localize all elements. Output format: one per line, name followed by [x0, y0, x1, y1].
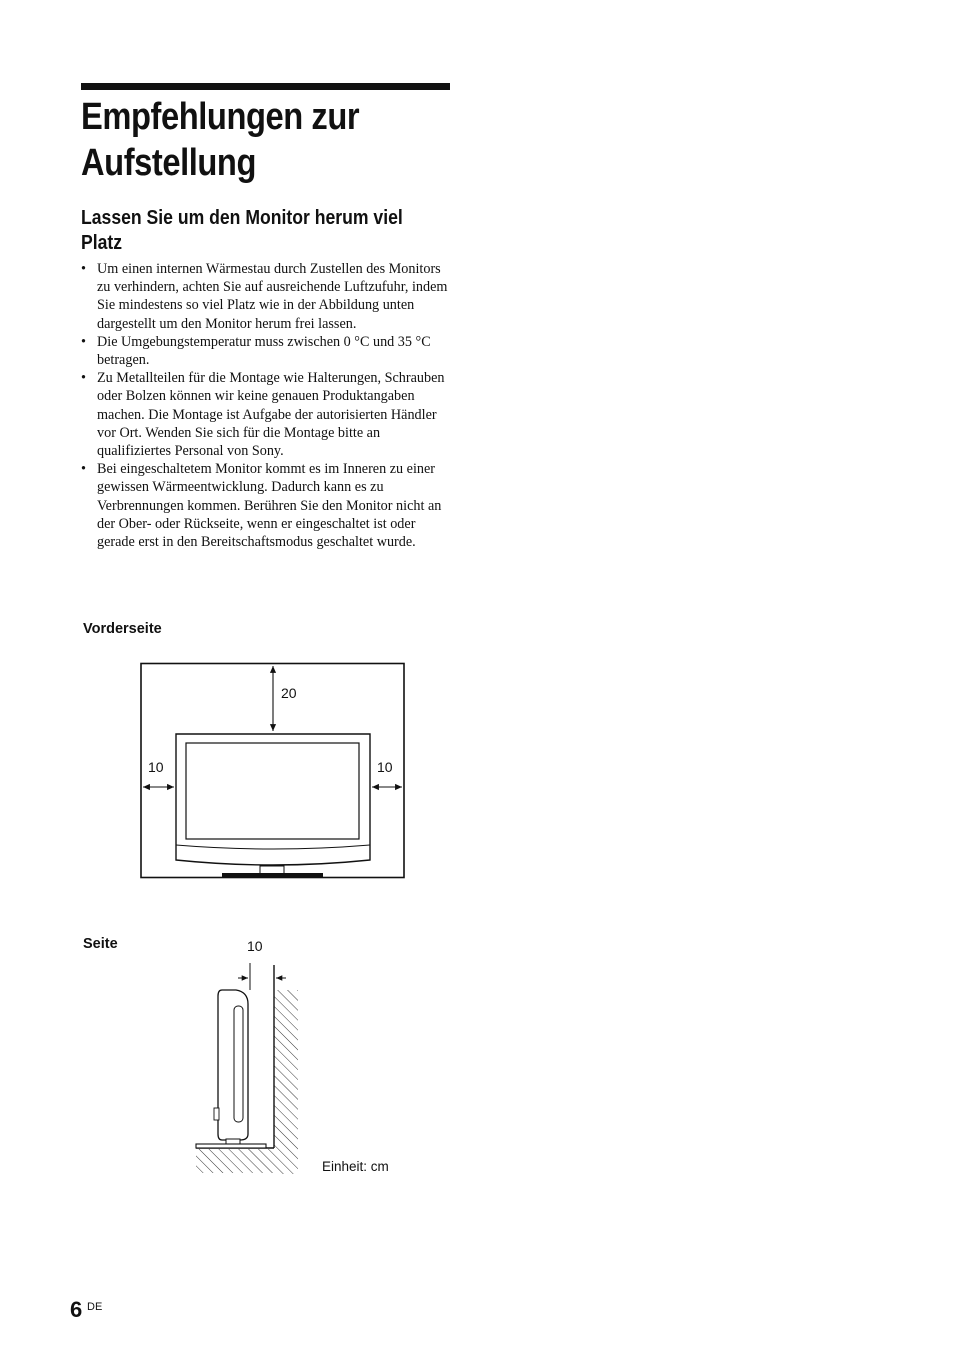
side-view-label: Seite — [83, 936, 118, 952]
bullet-marker: • — [81, 461, 86, 478]
top-clearance-value: 20 — [281, 685, 297, 701]
bullet-text: Bei eingeschaltetem Monitor kommt es im Inneren zu einer gewissen Wärmeentwicklung. Dadurch kann es zu Verbrennungen kommen. Berühren Sie den Monitor nicht an der Ober- oder Rückseite, wenn er eingeschaltet ist oder gerade erst in den Bereitschaftsmodus geschaltet wurde. — [97, 461, 442, 551]
page-title-line1: Empfehlungen zur — [81, 96, 360, 138]
floor-hatching — [196, 1149, 274, 1173]
stand-base-side — [196, 1144, 266, 1148]
page-number: 6 — [70, 1297, 83, 1322]
bullet-marker: • — [81, 333, 86, 350]
page-title-line2: Aufstellung — [81, 142, 256, 184]
wall-hatching — [274, 990, 298, 1174]
monitor-side-vent — [234, 1006, 243, 1122]
bullet-text: Zu Metallteilen für die Montage wie Halterungen, Schrauben oder Bolzen können wir keine genauen Produktangaben machen. Die Montage ist Aufgabe der autorisierten Händler vor Ort. Wenden Sie sich für die Montage bitte an qualifiziertes Personal von Sony. — [97, 370, 445, 460]
section-heading-line1: Lassen Sie um den Monitor herum viel — [81, 207, 403, 229]
section-heading-line2: Platz — [81, 232, 123, 254]
front-view-diagram — [141, 664, 404, 878]
bullet-marker: • — [81, 261, 86, 277]
front-view-label: Vorderseite — [83, 621, 162, 637]
bullet-text: Um einen internen Wärmestau durch Zustellen des Monitors zu verhindern, achten Sie auf ausreichende Luftzufuhr, indem Sie mindestens so viel Platz wie in der Abbildung unten dargestellt um den Monitor herum frei lassen. — [97, 261, 448, 332]
monitor-screen — [186, 743, 359, 839]
bullet-text: Die Umgebungstemperatur muss zwischen 0 °C und 35 °C betragen. — [97, 333, 431, 369]
bullet-marker: • — [81, 370, 86, 387]
page-language: DE — [87, 1301, 103, 1313]
unit-note: Einheit: cm — [322, 1159, 389, 1174]
left-clearance-value: 10 — [148, 759, 164, 775]
monitor-stand-base — [222, 873, 323, 877]
rear-clearance-value: 10 — [247, 938, 263, 954]
right-clearance-value: 10 — [377, 759, 393, 775]
side-view-diagram — [196, 963, 298, 1174]
monitor-side-button — [214, 1108, 219, 1120]
monitor-stand-neck — [260, 866, 284, 874]
